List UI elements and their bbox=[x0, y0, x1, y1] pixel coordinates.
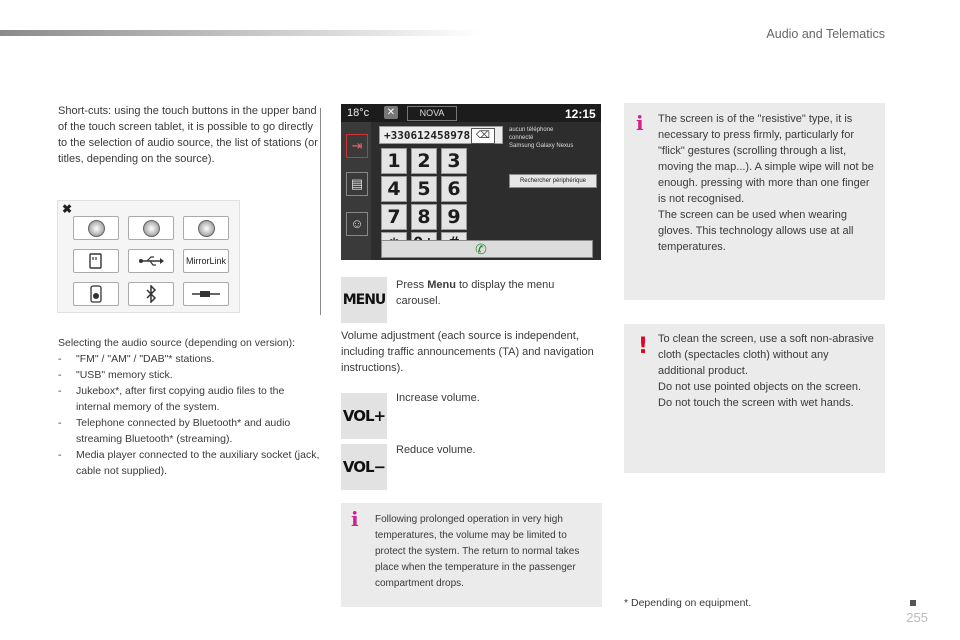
info-line: The screen can be used when wearing gloves. This technology allows use at all temperatures. bbox=[658, 209, 854, 253]
warning-icon: ! bbox=[638, 334, 649, 359]
shortcuts-paragraph: Short-cuts: using the touch buttons in the upper band of the touch screen tablet, it is possible to go directly to the selection of audio source, the list of stations (or titles, depending on the source). bbox=[58, 105, 318, 165]
menu-button[interactable] bbox=[341, 277, 387, 323]
bluetooth-icon bbox=[144, 285, 158, 303]
clock-display: 12:15 bbox=[565, 107, 596, 121]
shortcut-panel bbox=[57, 200, 240, 313]
sd-card-icon bbox=[87, 253, 105, 269]
footnote: * Depending on equipment. bbox=[624, 597, 752, 609]
source-item-text: Jukebox*, after first copying audio files to the internal memory of the system. bbox=[76, 385, 285, 413]
mirrorlink-label: MirrorLink bbox=[185, 256, 226, 266]
bluetooth-button[interactable] bbox=[128, 282, 174, 306]
dial-key-label: 7 bbox=[387, 206, 401, 228]
contacts-side-icon[interactable]: ☺ bbox=[346, 212, 368, 236]
section-title: Audio and Telematics bbox=[766, 27, 885, 41]
list-item bbox=[58, 415, 320, 447]
list-dash: - bbox=[58, 449, 62, 461]
volume-down-button[interactable] bbox=[341, 444, 387, 490]
source-item-text: Media player connected to the auxiliary socket (jack, cable not supplied). bbox=[76, 449, 320, 477]
menu-button-label: MENU bbox=[342, 292, 386, 308]
dial-key[interactable] bbox=[441, 204, 467, 230]
list-dash: - bbox=[58, 385, 62, 397]
list-item bbox=[58, 351, 320, 367]
mute-icon[interactable]: ✕ bbox=[384, 106, 398, 119]
volume-down-description: Reduce volume. bbox=[396, 444, 476, 456]
header-gradient-bar bbox=[0, 30, 480, 36]
dial-key-label: 8 bbox=[417, 206, 431, 228]
aux-jack-button[interactable] bbox=[183, 282, 229, 306]
media-player-icon bbox=[89, 285, 103, 303]
usb-icon bbox=[138, 255, 164, 267]
volume-paragraph: Volume adjustment (each source is independent, including traffic announcements (TA) and navigation instructions). bbox=[341, 330, 594, 374]
info-icon: i bbox=[351, 507, 359, 531]
music-knob-icon bbox=[143, 220, 160, 237]
media-player-button[interactable] bbox=[73, 282, 119, 306]
screen-side-bar bbox=[341, 122, 371, 260]
warning-line: Do not touch the screen with wet hands. bbox=[658, 397, 854, 409]
mirrorlink-button[interactable] bbox=[183, 249, 229, 273]
source-selection-block bbox=[58, 335, 320, 479]
menu-desc-post: to display the menu carousel. bbox=[396, 279, 555, 307]
music-source-button[interactable] bbox=[128, 216, 174, 240]
jukebox-source-button[interactable] bbox=[183, 216, 229, 240]
menu-desc-bold: Menu bbox=[427, 279, 456, 291]
dial-key-label: 2 bbox=[417, 150, 431, 172]
status-line: aucun téléphone bbox=[509, 127, 554, 133]
screen-top-bar bbox=[341, 104, 601, 122]
dial-key[interactable] bbox=[411, 176, 437, 202]
sd-card-button[interactable] bbox=[73, 249, 119, 273]
dialed-number: +330612458978 bbox=[384, 129, 471, 142]
dial-key[interactable] bbox=[411, 204, 437, 230]
source-item-text: "USB" memory stick. bbox=[76, 369, 173, 381]
touchscreen-dialer-screenshot bbox=[341, 104, 601, 260]
phone-status bbox=[509, 126, 595, 150]
temperature-display: 18°c bbox=[347, 107, 370, 119]
usb-button[interactable] bbox=[128, 249, 174, 273]
list-dash: - bbox=[58, 353, 62, 365]
dial-key-label: 6 bbox=[447, 178, 461, 200]
dial-key[interactable] bbox=[441, 148, 467, 174]
dial-key[interactable] bbox=[381, 176, 407, 202]
station-tab[interactable] bbox=[407, 106, 457, 121]
aux-jack-icon bbox=[191, 289, 221, 299]
volume-up-description: Increase volume. bbox=[396, 392, 480, 404]
source-intro: Selecting the audio source (depending on version): bbox=[58, 337, 295, 349]
radio-source-button[interactable] bbox=[73, 216, 119, 240]
source-exit-icon[interactable]: ⇥ bbox=[346, 134, 368, 158]
page-number: 255 bbox=[906, 610, 928, 625]
list-dash: - bbox=[58, 369, 62, 381]
warning-line: To clean the screen, use a soft non-abrasive cloth (spectacles cloth) without any additional product. bbox=[658, 333, 874, 377]
status-line: connecté bbox=[509, 135, 534, 141]
backspace-icon[interactable]: ⌫ bbox=[471, 128, 495, 144]
radio-knob-icon bbox=[88, 220, 105, 237]
dial-key[interactable] bbox=[381, 148, 407, 174]
station-name: NOVA bbox=[419, 108, 445, 118]
dial-key-label: 9 bbox=[447, 206, 461, 228]
column-divider bbox=[320, 108, 321, 315]
list-item bbox=[58, 447, 320, 479]
list-item bbox=[58, 383, 320, 415]
page-number-marker bbox=[910, 600, 916, 606]
call-phone-icon[interactable]: ✆ bbox=[475, 241, 487, 257]
dial-key-label: 5 bbox=[417, 178, 431, 200]
cleaning-warning-text bbox=[658, 331, 876, 411]
menu-description bbox=[396, 277, 586, 309]
menu-desc-pre: Press bbox=[396, 279, 428, 291]
media-side-icon[interactable]: ▤ bbox=[346, 172, 368, 196]
status-line: Samsung Galaxy Nexus bbox=[509, 143, 574, 149]
list-dash: - bbox=[58, 417, 62, 429]
list-item bbox=[58, 367, 320, 383]
volume-up-button[interactable] bbox=[341, 393, 387, 439]
search-device-button[interactable] bbox=[509, 174, 597, 188]
close-icon[interactable]: ✖ bbox=[62, 202, 73, 216]
jukebox-knob-icon bbox=[198, 220, 215, 237]
temperature-info-box bbox=[341, 503, 602, 607]
dial-key-label: 4 bbox=[387, 178, 401, 200]
info-icon: i bbox=[636, 111, 644, 135]
warning-line: Do not use pointed objects on the screen. bbox=[658, 381, 862, 393]
temperature-info-text: Following prolonged operation in very high temperatures, the volume may be limited to protect the system. The return to normal takes place when the temperature in the passenger compartment drops. bbox=[375, 514, 580, 589]
dial-key[interactable] bbox=[381, 204, 407, 230]
dial-key[interactable] bbox=[441, 176, 467, 202]
volume-down-label: VOL− bbox=[342, 458, 386, 476]
resistive-info-text bbox=[658, 111, 876, 255]
volume-up-label: VOL+ bbox=[342, 407, 386, 425]
resistive-info-box bbox=[624, 103, 885, 300]
source-item-text: "FM" / "AM" / "DAB"* stations. bbox=[76, 353, 215, 365]
source-item-text: Telephone connected by Bluetooth* and audio streaming Bluetooth* (streaming). bbox=[76, 417, 291, 445]
dial-key-label: 3 bbox=[447, 150, 461, 172]
dial-key[interactable] bbox=[411, 148, 437, 174]
info-line: The screen is of the "resistive" type, it is necessary to press firmly, particularly for "flick" gestures (scrolling through a list, moving the map...). A simple wipe will not be enough. pressing with more than one finger is not recognised. bbox=[658, 113, 874, 205]
dial-key-label: 1 bbox=[387, 150, 401, 172]
search-device-label: Rechercher périphérique bbox=[519, 178, 587, 184]
cleaning-warning-box bbox=[624, 324, 885, 473]
